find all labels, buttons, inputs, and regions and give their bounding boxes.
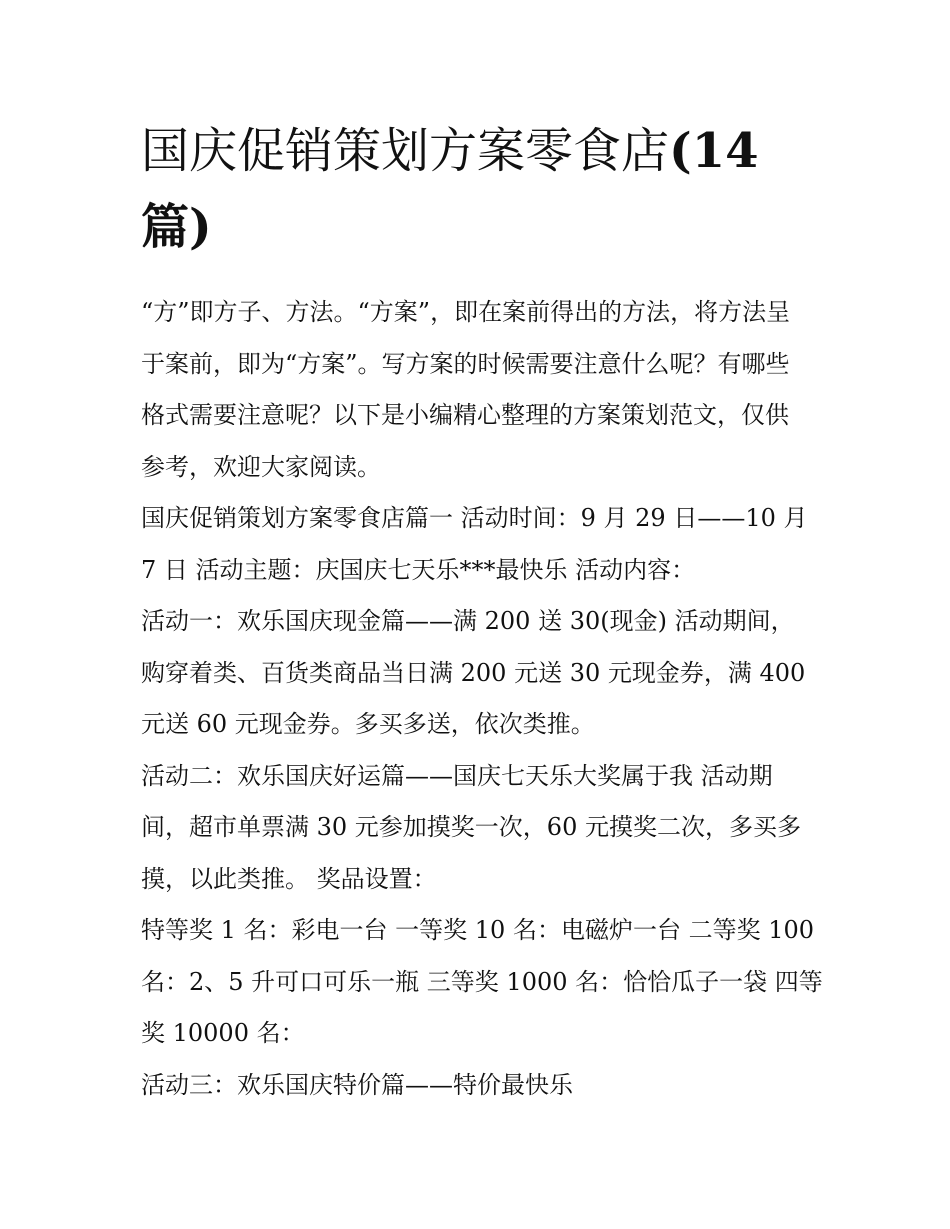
activity-one-paragraph — [141, 596, 821, 751]
text-line: 于案前，即为“方案”。写方案的时候需要注意什么呢？有哪些 — [141, 349, 790, 378]
title-count-open: (14 — [669, 123, 759, 179]
text-line: 特等奖 1 名：彩电一台 一等奖 10 名：电磁炉一台 二等奖 100 — [141, 916, 815, 944]
text-line: 格式需要注意呢？以下是小编精心整理的方案策划范文，仅供 — [141, 401, 789, 429]
text-line: 活动三：欢乐国庆特价篇——特价最快乐 — [141, 1070, 573, 1099]
text-line: 购穿着类、百货类商品当日满 200 元送 30 元现金券，满 400 — [141, 658, 806, 687]
text-line: 元送 60 元现金券。多买多送，依次类推。 — [141, 710, 595, 738]
text-line: 7 日 活动主题：庆国庆七天乐***最快乐 活动内容： — [141, 555, 696, 584]
text-line: 参考，欢迎大家阅读。 — [141, 452, 381, 481]
event-overview-paragraph — [141, 493, 821, 596]
prize-list-paragraph — [141, 905, 821, 1060]
text-line: 活动一：欢乐国庆现金篇——满 200 送 30(现金) 活动期间， — [141, 607, 795, 635]
text-line: 国庆促销策划方案零食店篇一 活动时间：9 月 29 日——10 月 — [141, 504, 808, 532]
document-title — [141, 113, 821, 265]
title-line-1 — [141, 113, 821, 189]
document-body — [141, 113, 821, 1111]
intro-paragraph — [141, 287, 821, 493]
text-line: 奖 10000 名： — [141, 1019, 305, 1047]
text-line: 名：2、5 升可口可乐一瓶 三等奖 1000 名：恰恰瓜子一袋 四等 — [141, 967, 823, 996]
title-line-2: 篇) — [141, 199, 212, 255]
text-line: 间，超市单票满 30 元参加摸奖一次，60 元摸奖二次，多买多 — [141, 813, 801, 841]
activity-three-paragraph — [141, 1060, 821, 1112]
text-line: 摸，以此类推。 奖品设置： — [141, 864, 437, 893]
activity-two-paragraph — [141, 751, 821, 906]
text-line: 活动二：欢乐国庆好运篇——国庆七天乐大奖属于我 活动期 — [141, 761, 773, 790]
title-main-text: 国庆促销策划方案零食店 — [141, 123, 670, 179]
text-line: “方”即方子、方法。“方案”，即在案前得出的方法，将方法呈 — [141, 298, 791, 326]
